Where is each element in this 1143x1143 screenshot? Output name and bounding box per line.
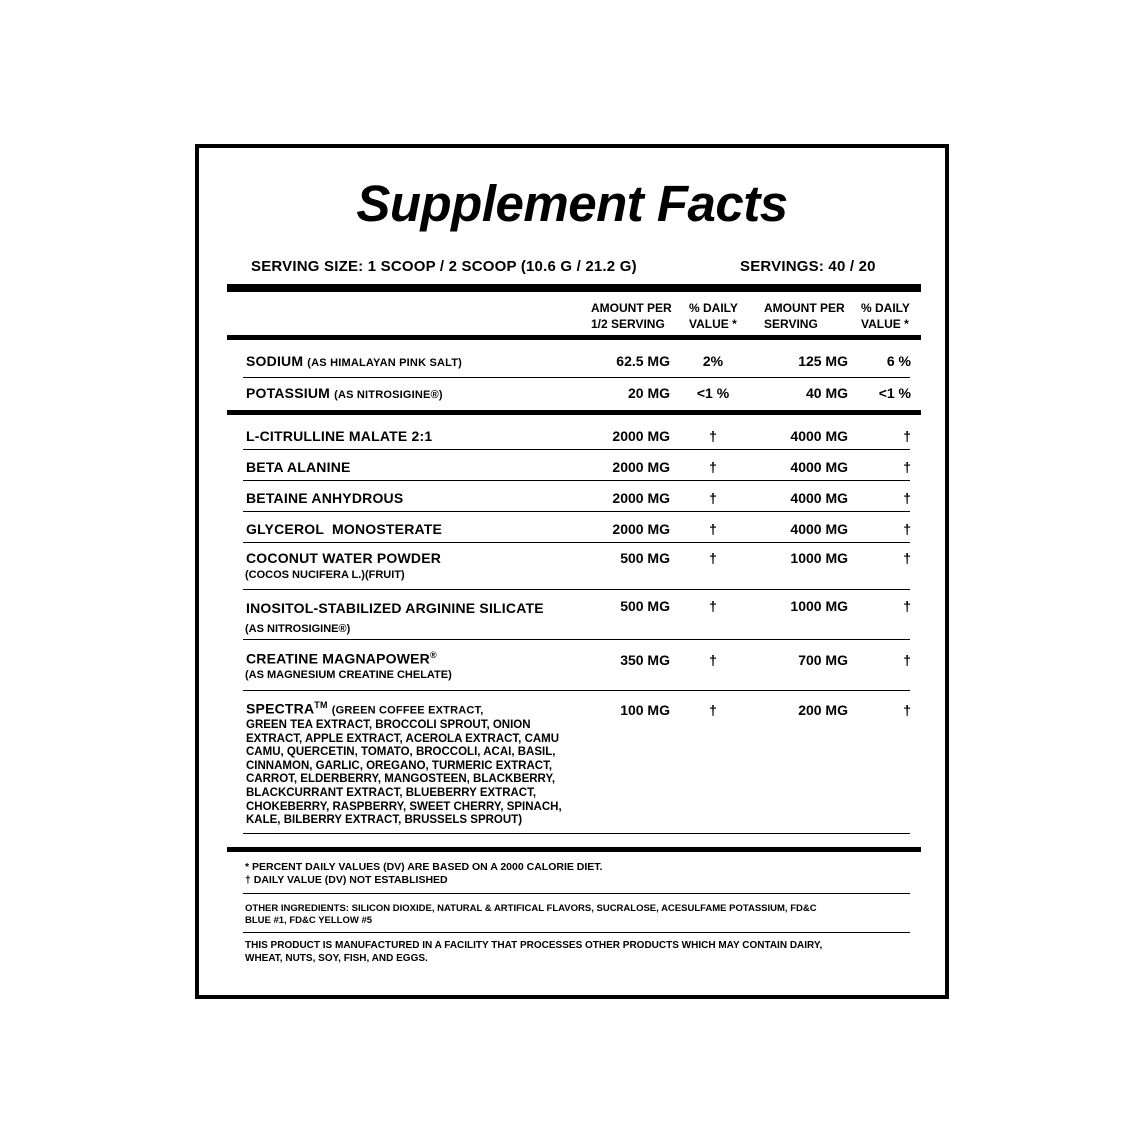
row-divider xyxy=(243,480,910,481)
row-divider xyxy=(243,542,910,543)
daily-value-half: † xyxy=(709,428,717,444)
daily-value-half: <1 % xyxy=(696,385,730,401)
header-dv-half: % DAILY VALUE * xyxy=(689,301,738,331)
daily-value-full: † xyxy=(903,490,911,506)
row-divider xyxy=(243,589,910,590)
daily-value-full: † xyxy=(903,702,911,718)
amount-full: 4000 MG xyxy=(790,521,848,537)
amount-full: 4000 MG xyxy=(790,428,848,444)
row-divider xyxy=(243,639,910,640)
daily-value-full: 6 % xyxy=(886,353,911,369)
daily-value-half: † xyxy=(709,521,717,537)
daily-value-full: † xyxy=(903,521,911,537)
allergen-statement: THIS PRODUCT IS MANUFACTURED IN A FACILITY THAT PROCESSES OTHER PRODUCTS WHICH MAY CONTAIN DAIRY, WHEAT, NUTS, SOY, FISH, AND EGGS. xyxy=(245,940,823,964)
daily-value-half: † xyxy=(709,490,717,506)
header-amount-half: AMOUNT PER 1/2 SERVING xyxy=(591,301,672,331)
row-divider xyxy=(243,377,910,378)
daily-value-half: † xyxy=(709,550,717,566)
row-divider xyxy=(243,449,910,450)
daily-value-full: † xyxy=(903,652,911,668)
ingredient-name: BETA ALANINE xyxy=(246,459,351,475)
ingredient-name: COCONUT WATER POWDER xyxy=(246,550,442,566)
amount-full: 1000 MG xyxy=(790,550,848,566)
amount-half: 2000 MG xyxy=(612,459,670,475)
header-rule xyxy=(227,335,921,340)
ingredient-name: SODIUM (AS HIMALAYAN PINK SALT) xyxy=(246,353,463,369)
row-divider xyxy=(243,511,910,512)
amount-full: 125 MG xyxy=(798,353,848,369)
footnote-divider xyxy=(243,893,910,894)
ingredient-name: POTASSIUM (AS NITROSIGINE®) xyxy=(246,385,443,401)
daily-value-full: † xyxy=(903,428,911,444)
daily-value-half: † xyxy=(709,702,717,718)
ingredient-source: (COCOS NUCIFERA L.)(FRUIT) xyxy=(245,569,405,581)
supplement-facts-panel xyxy=(195,144,949,999)
footer-rule xyxy=(227,847,921,852)
servings-per-container: SERVINGS: 40 / 20 xyxy=(740,258,876,275)
amount-full: 200 MG xyxy=(798,702,848,718)
ingredient-name: INOSITOL-STABILIZED ARGININE SILICATE xyxy=(246,600,544,616)
daily-value-half: † xyxy=(709,652,717,668)
top-thick-rule xyxy=(227,284,921,292)
amount-half: 62.5 MG xyxy=(616,353,670,369)
ingredient-name: CREATINE MAGNAPOWER® xyxy=(246,650,437,667)
amount-half: 500 MG xyxy=(620,550,670,566)
daily-value-footnote: * PERCENT DAILY VALUES (DV) ARE BASED ON A 2000 CALORIE DIET. † DAILY VALUE (DV) NOT ESTABLISHED xyxy=(245,861,603,886)
amount-half: 20 MG xyxy=(627,385,670,401)
ingredient-name: GLYCEROL MONOSTERATE xyxy=(246,521,443,537)
ingredient-name: L-CITRULLINE MALATE 2:1 xyxy=(246,428,433,444)
daily-value-half: 2% xyxy=(702,353,724,369)
amount-full: 4000 MG xyxy=(790,459,848,475)
amount-half: 500 MG xyxy=(620,598,670,614)
daily-value-half: † xyxy=(709,598,717,614)
amount-half: 2000 MG xyxy=(612,428,670,444)
ingredient-name: BETAINE ANHYDROUS xyxy=(246,490,404,506)
ingredient-name: SPECTRA™ (GREEN COFFEE EXTRACT, xyxy=(246,700,484,717)
amount-full: 1000 MG xyxy=(790,598,848,614)
amount-half: 100 MG xyxy=(620,702,670,718)
amount-full: 4000 MG xyxy=(790,490,848,506)
row-divider xyxy=(243,833,910,834)
daily-value-half: † xyxy=(709,459,717,475)
other-ingredients: OTHER INGREDIENTS: SILICON DIOXIDE, NATURAL & ARTIFICAL FLAVORS, SUCRALOSE, ACESULFAME POTASSIUM, FD&C BLUE #1, FD&C YELLOW #5 xyxy=(245,903,817,926)
amount-half: 2000 MG xyxy=(612,521,670,537)
daily-value-full: <1 % xyxy=(878,385,911,401)
panel-title: Supplement Facts xyxy=(356,175,788,232)
amount-half: 2000 MG xyxy=(612,490,670,506)
footnote-divider xyxy=(243,932,910,933)
daily-value-full: † xyxy=(903,550,911,566)
header-dv-full: % DAILY VALUE * xyxy=(861,301,910,331)
amount-full: 700 MG xyxy=(798,652,848,668)
row-divider xyxy=(243,690,910,691)
spectra-blend-list: GREEN TEA EXTRACT, BROCCOLI SPROUT, ONION EXTRACT, APPLE EXTRACT, ACEROLA EXTRACT, CAMU CAMU, QUERCETIN, TOMATO, BROCCOLI, ACAI, BASIL, CINNAMON, GARLIC, OREGANO, TURMERIC EXTRACT, CARROT, ELDERBERRY, MANGOSTEEN, BLACKBERRY, BLACKCURRANT EXTRACT, BLUEBERRY EXTRACT, CHOKEBERRY, RASPBERRY, SWEET CHERRY, SPINACH, KALE, BILBERRY EXTRACT, BRUSSELS SPROUT) xyxy=(246,719,562,827)
section-rule xyxy=(227,410,921,415)
amount-full: 40 MG xyxy=(805,385,848,401)
ingredient-source: (AS NITROSIGINE®) xyxy=(245,623,351,635)
ingredient-source: (AS MAGNESIUM CREATINE CHELATE) xyxy=(245,669,452,681)
serving-size: SERVING SIZE: 1 SCOOP / 2 SCOOP (10.6 G / 21.2 G) xyxy=(251,258,637,275)
daily-value-full: † xyxy=(903,598,911,614)
amount-half: 350 MG xyxy=(620,652,670,668)
header-amount-full: AMOUNT PER SERVING xyxy=(764,301,845,331)
daily-value-full: † xyxy=(903,459,911,475)
